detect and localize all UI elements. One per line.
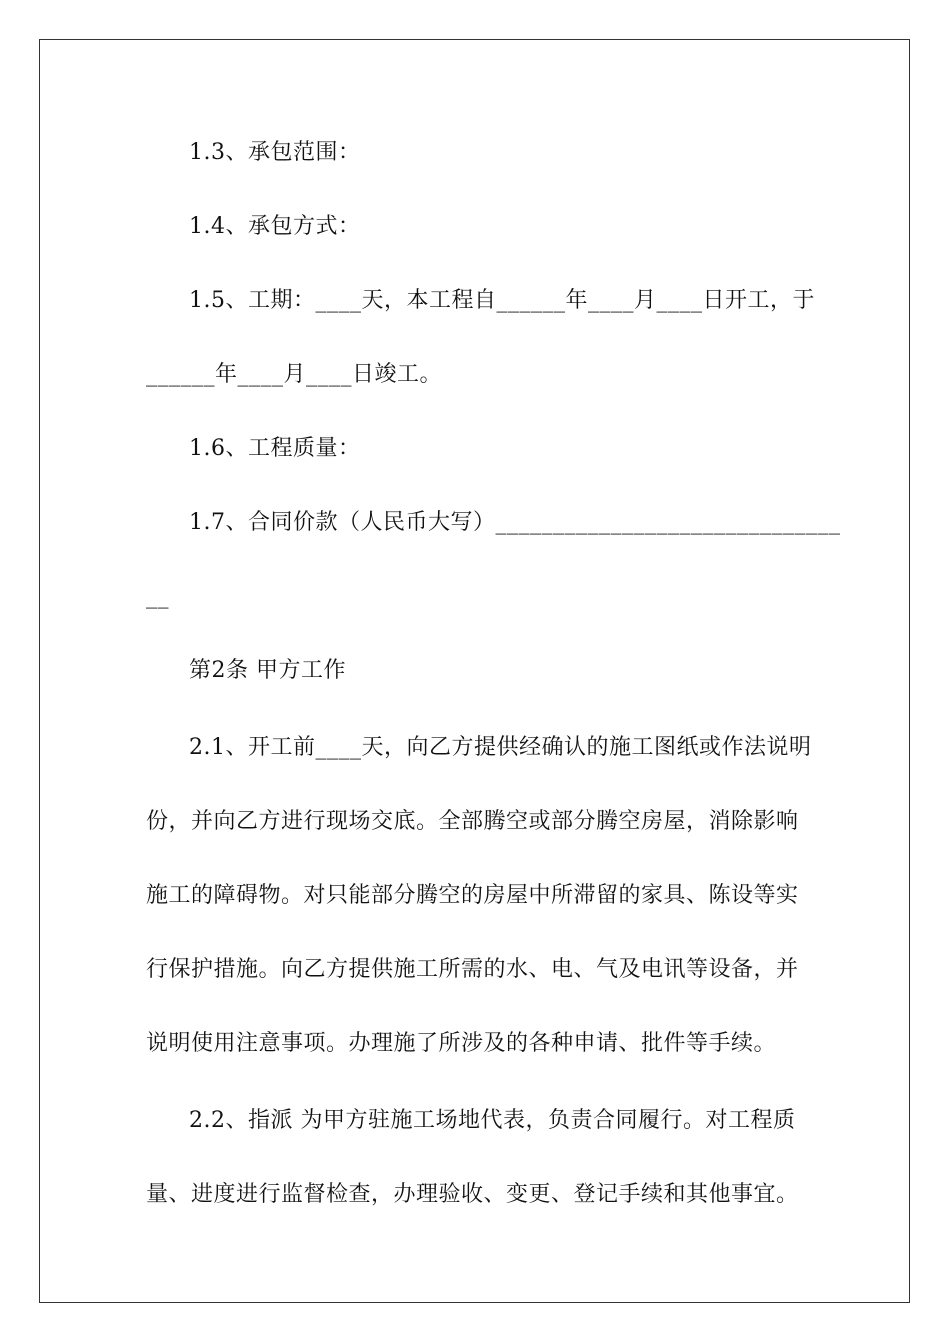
clause-2-2-line-2: 量、进度进行监督检查，办理验收、变更、登记手续和其他事宜。	[146, 1182, 799, 1207]
article-2-heading: 第2条 甲方工作	[189, 658, 346, 683]
clause-1-7: 1.7、合同价款（人民币大写）______________________________	[189, 510, 841, 535]
clause-2-1-line-3: 施工的障碍物。对只能部分腾空的房屋中所滞留的家具、陈设等实	[146, 883, 799, 908]
clause-1-3: 1.3、承包范围：	[189, 140, 361, 165]
clause-1-4: 1.4、承包方式：	[189, 214, 361, 239]
clause-1-5-continued: ______年____月____日竣工。	[146, 362, 443, 387]
clause-2-1-line-4: 行保护措施。向乙方提供施工所需的水、电、气及电讯等设备，并	[146, 957, 799, 982]
clause-1-6: 1.6、工程质量：	[189, 436, 361, 461]
clause-2-1-line-2: 份，并向乙方进行现场交底。全部腾空或部分腾空房屋，消除影响	[146, 809, 799, 834]
clause-2-2: 2.2、指派 为甲方驻施工场地代表，负责合同履行。对工程质	[189, 1108, 796, 1133]
clause-1-7-continued: __	[146, 584, 169, 609]
clause-2-1: 2.1、开工前____天，向乙方提供经确认的施工图纸或作法说明	[189, 735, 812, 760]
clause-1-5: 1.5、工期：____天，本工程自______年____月____日开工，于	[189, 288, 815, 313]
clause-2-1-line-5: 说明使用注意事项。办理施了所涉及的各种申请、批件等手续。	[146, 1031, 777, 1056]
